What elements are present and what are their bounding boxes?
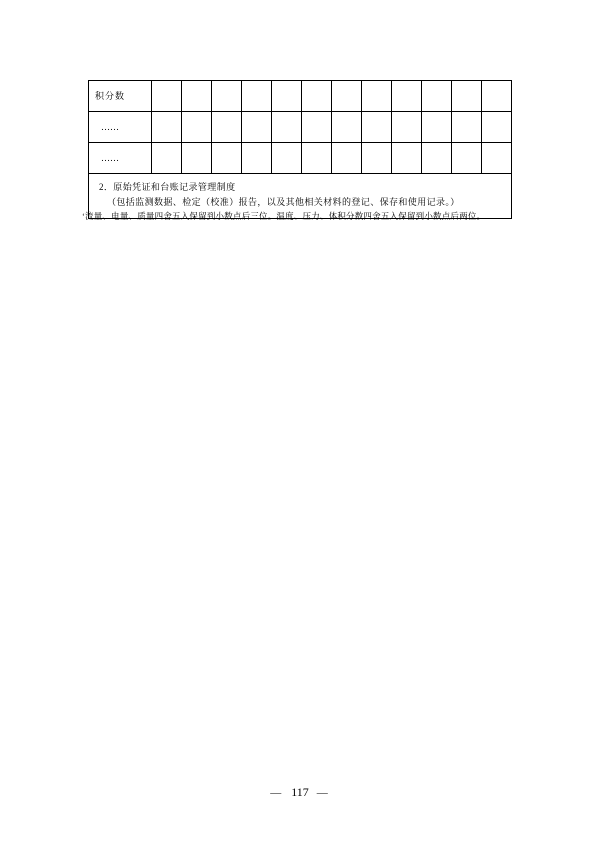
table-row (89, 112, 512, 143)
table-cell[interactable] (362, 143, 392, 174)
table-cell[interactable] (452, 112, 482, 143)
table-cell[interactable] (422, 81, 452, 112)
table-cell[interactable] (422, 112, 452, 143)
table-cell[interactable] (242, 143, 272, 174)
section-note: （包括监测数据、检定（校准）报告，以及其他相关材料的登记、保存和使用记录。） (107, 196, 460, 207)
section-heading: 2．原始凭证和台账记录管理制度 (99, 182, 236, 192)
table-cell[interactable] (212, 143, 242, 174)
table-cell[interactable] (242, 112, 272, 143)
table-cell[interactable] (272, 81, 302, 112)
table-cell[interactable] (482, 81, 512, 112)
page-number (0, 785, 600, 800)
table-cell[interactable] (452, 143, 482, 174)
row-label-ellipsis: …… (89, 112, 152, 143)
table-cell[interactable] (302, 143, 332, 174)
footnote-text: ‘流量、电量、质量四舍五入保留到小数点后三位。温度、压力、体积分数四舍五入保留到小数点后两位。 (82, 211, 486, 221)
table-cell[interactable] (152, 143, 182, 174)
table-row (89, 143, 512, 174)
table-cell[interactable] (392, 143, 422, 174)
table-cell[interactable] (332, 81, 362, 112)
table-cell[interactable] (182, 81, 212, 112)
table-cell[interactable] (212, 112, 242, 143)
table-cell[interactable] (212, 81, 242, 112)
table-cell[interactable] (302, 81, 332, 112)
table-cell[interactable] (452, 81, 482, 112)
table-cell[interactable] (182, 143, 212, 174)
table-cell[interactable] (392, 81, 422, 112)
table-cell[interactable] (332, 143, 362, 174)
table-cell[interactable] (182, 112, 212, 143)
table-cell[interactable] (482, 112, 512, 143)
row-label-integral: 积分数 (89, 81, 152, 112)
table-cell[interactable] (332, 112, 362, 143)
page-number-dash-right: — (316, 787, 330, 799)
table-cell[interactable] (482, 143, 512, 174)
table-row (89, 81, 512, 112)
data-table-block (88, 80, 512, 219)
page-number-value: 117 (291, 785, 309, 799)
table-cell[interactable] (272, 112, 302, 143)
table-cell[interactable] (422, 143, 452, 174)
table-cell[interactable] (272, 143, 302, 174)
table-cell[interactable] (152, 112, 182, 143)
table-cell[interactable] (302, 112, 332, 143)
table-cell[interactable] (362, 81, 392, 112)
table-cell[interactable] (392, 112, 422, 143)
table-cell[interactable] (362, 112, 392, 143)
row-label-ellipsis: …… (89, 143, 152, 174)
table-cell[interactable] (152, 81, 182, 112)
page-number-dash-left: — (270, 787, 284, 799)
table-cell[interactable] (242, 81, 272, 112)
measurement-table (88, 80, 512, 174)
